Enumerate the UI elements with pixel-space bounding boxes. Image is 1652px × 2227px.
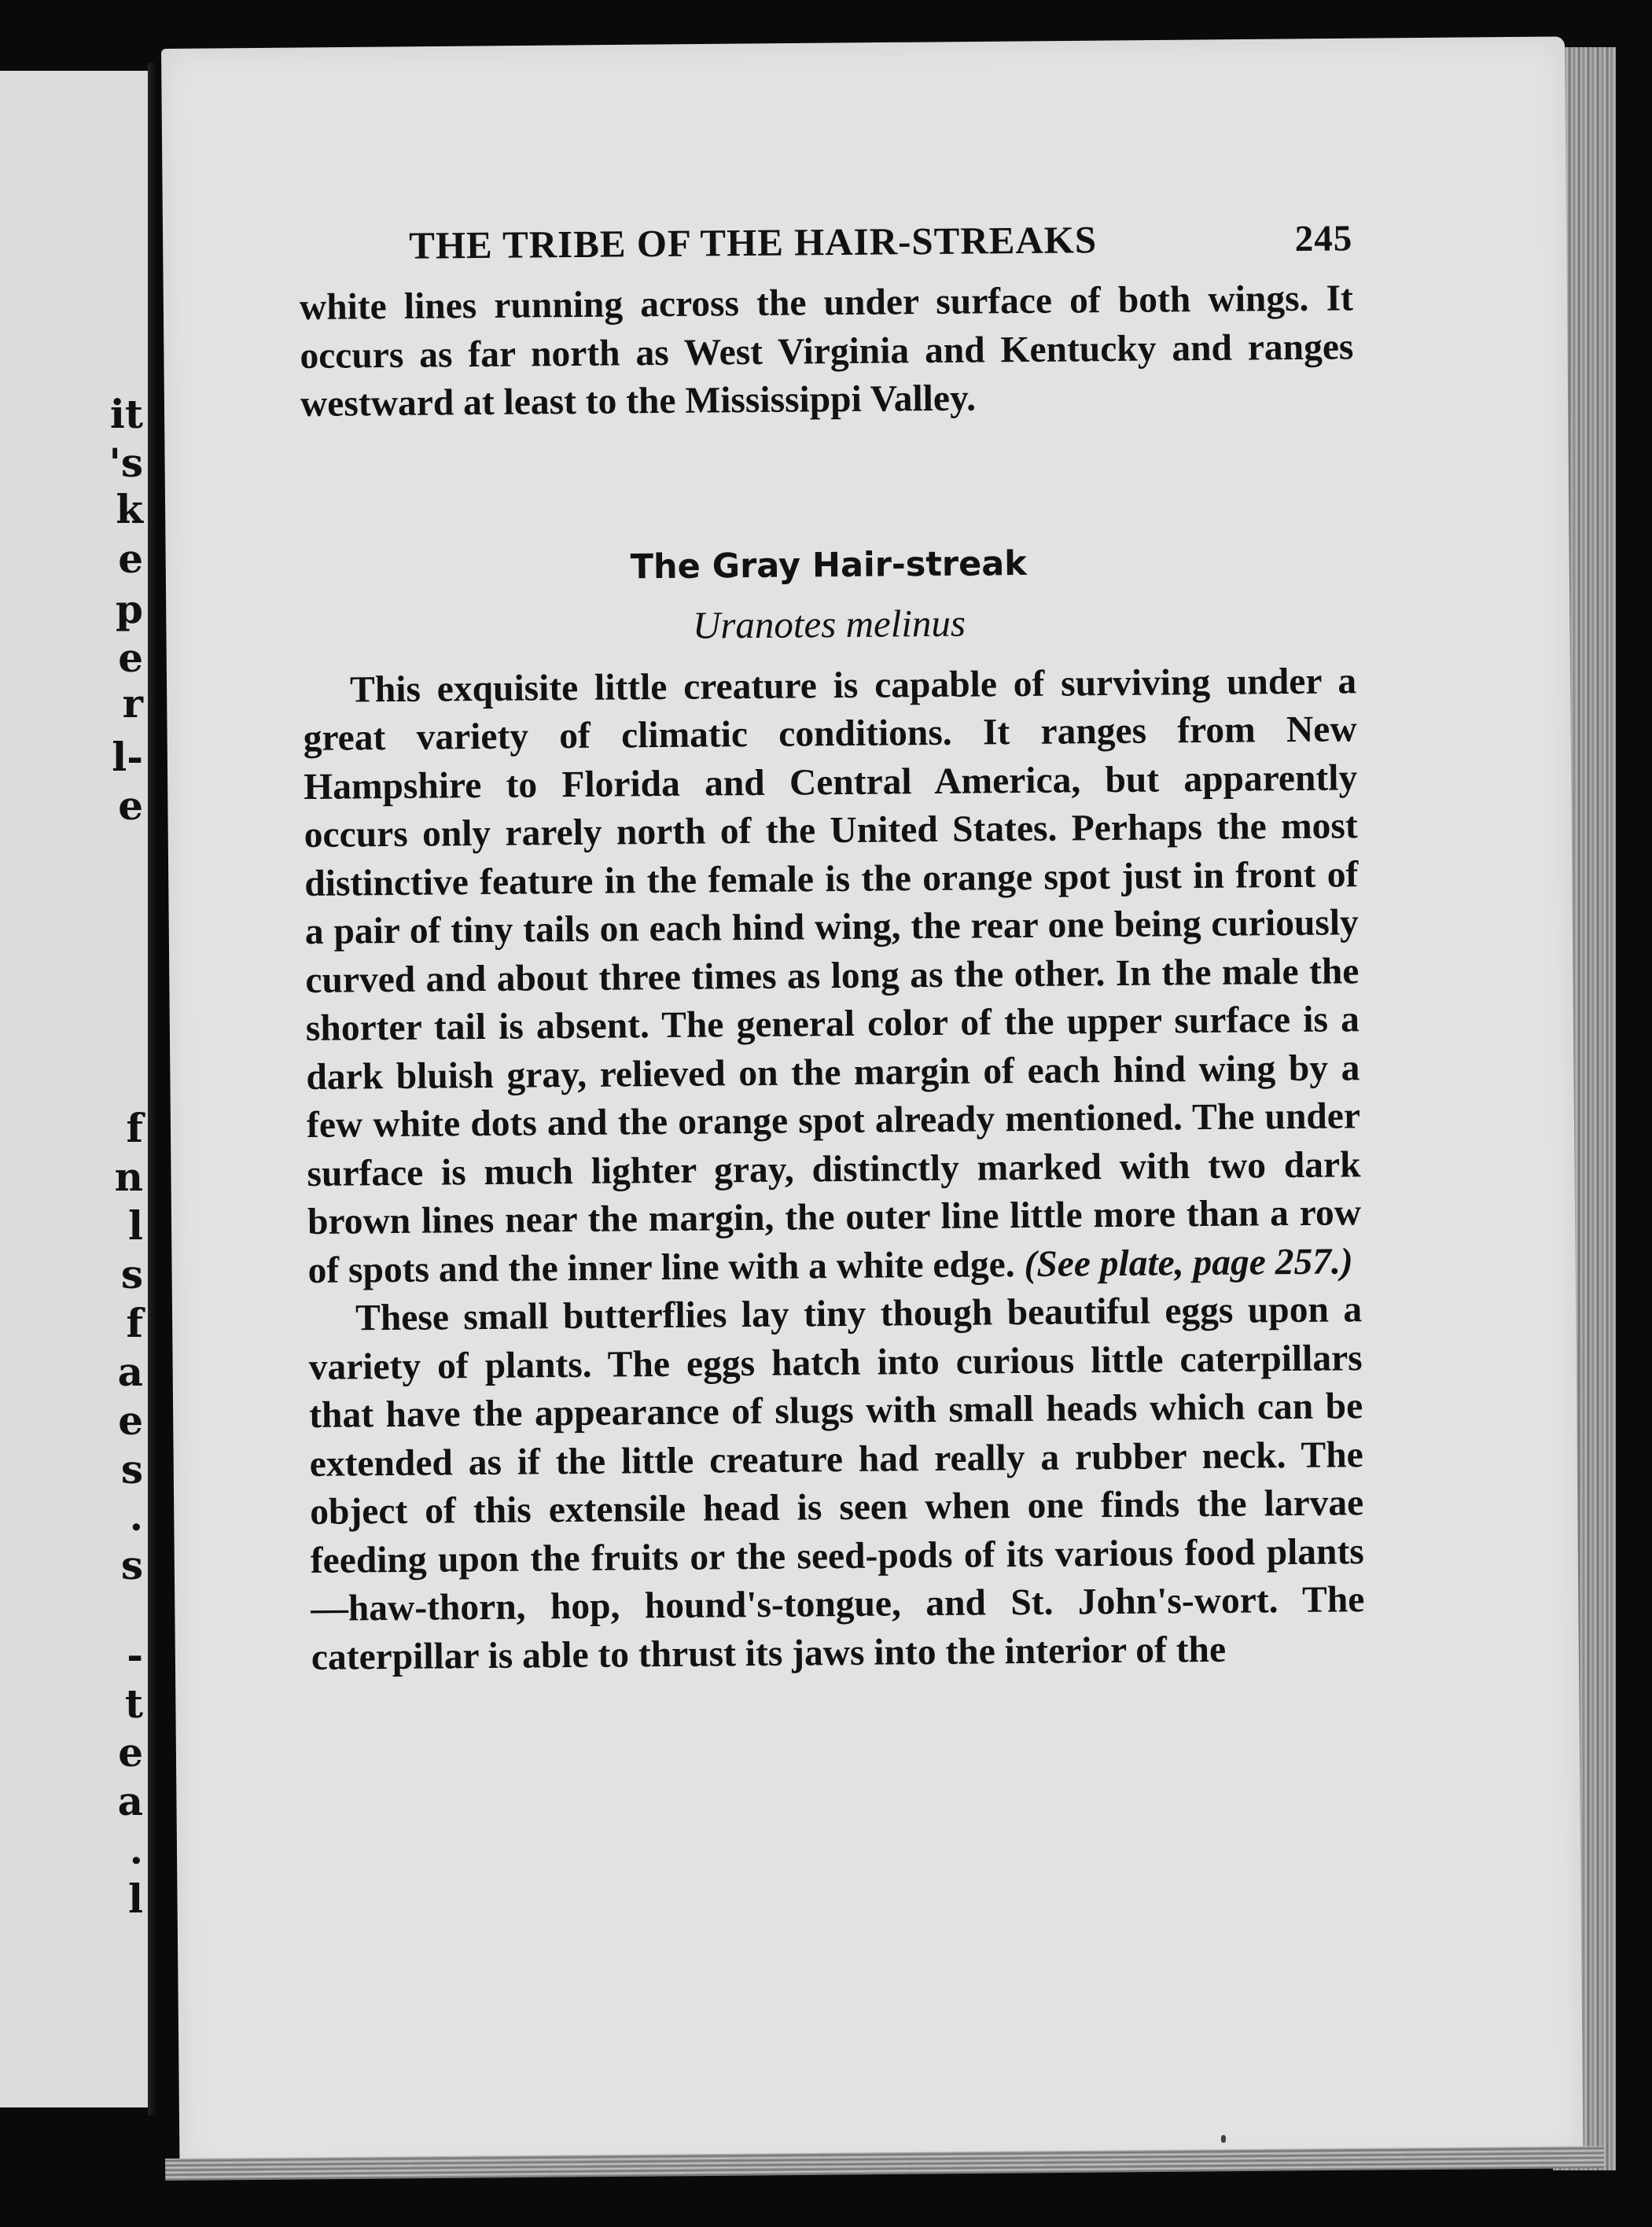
left-fragment: e xyxy=(118,635,143,681)
left-fragment: . xyxy=(129,1827,143,1873)
running-head-title: THE TRIBE OF THE HAIR-STREAKS xyxy=(409,218,1098,267)
section-heading: The Gray Hair-streak xyxy=(630,543,1028,587)
left-fragment: p xyxy=(116,586,143,632)
left-fragment: a xyxy=(117,1778,143,1824)
page-content xyxy=(299,215,1365,1682)
left-fragment: r xyxy=(122,680,143,727)
left-page-text-fragments xyxy=(0,71,148,2107)
left-fragment: - xyxy=(127,1632,143,1678)
plate-reference: (See plate, page 257.) xyxy=(1024,1240,1353,1285)
continuation-paragraph: white lines running across the under surface of both wings. It occurs as far north as West Virginia and Kentucky and ranges westward at least to the Mississippi Valley. xyxy=(299,278,1354,425)
species-name: Uranotes melinus xyxy=(692,601,966,647)
left-fragment: e xyxy=(118,1397,143,1444)
running-head xyxy=(299,215,1352,268)
left-fragment: f xyxy=(126,1105,143,1151)
left-fragment: 's xyxy=(109,440,143,486)
left-fragment: e xyxy=(118,536,143,582)
body-paragraph-2: These small butterflies lay tiny though beautiful eggs upon a variety of plants. The eggs hatch into curious little caterpillars that have the appearance of slugs with small heads which can be extended as if the little creature had really a rubber neck. The object of this extensile head is seen when one finds the larvae feeding upon the fruits or the seed-pods of its various food plants—haw-thorn, hop, hound's-tongue, and St. John's-wort. The caterpillar is able to thrust its jaws into the interior of the xyxy=(308,1289,1365,1678)
left-fragment: s xyxy=(120,1542,143,1588)
left-fragment: e xyxy=(118,782,143,829)
left-fragment: s xyxy=(120,1446,143,1493)
left-fragment: a xyxy=(117,1349,143,1395)
left-facing-page xyxy=(0,71,148,2107)
left-fragment: it xyxy=(109,391,143,437)
left-fragment: l xyxy=(128,1875,143,1922)
left-fragment: f xyxy=(126,1300,143,1346)
left-fragment: s xyxy=(120,1251,143,1298)
left-fragment: l xyxy=(128,1202,143,1249)
body-paragraph-1-text: This exquisite little creature is capable of surviving under a great variety of climatic conditions. It ranges from New Hampshire to Florida and Central America, but apparently occurs only rarely north of the United States. Perhaps the most distinctive feature in the female is the orange spot just in front of a pair of tiny tails on each hind wing, the rear one being curiously curved and about three times as long as the other. In the male the shorter tail is absent. The general color of the upper surface is a dark bluish gray, relieved on the margin of each hind wing by a few white dots and the orange spot already mentioned. The under surface is much lighter gray, distinctly marked with two dark brown lines near the margin, the outer line little more than a row of spots and the inner line with a white edge. xyxy=(303,660,1362,1291)
book-gutter xyxy=(148,63,159,2115)
body-paragraph-1 xyxy=(303,657,1362,1295)
left-fragment: . xyxy=(129,1493,143,1540)
left-fragment: l- xyxy=(112,734,143,780)
page-number: 245 xyxy=(1294,218,1353,260)
left-fragment: n xyxy=(114,1154,143,1200)
ink-speck xyxy=(1221,2135,1226,2143)
left-fragment: t xyxy=(124,1680,143,1727)
left-fragment: e xyxy=(118,1729,143,1776)
left-fragment: k xyxy=(116,486,143,532)
